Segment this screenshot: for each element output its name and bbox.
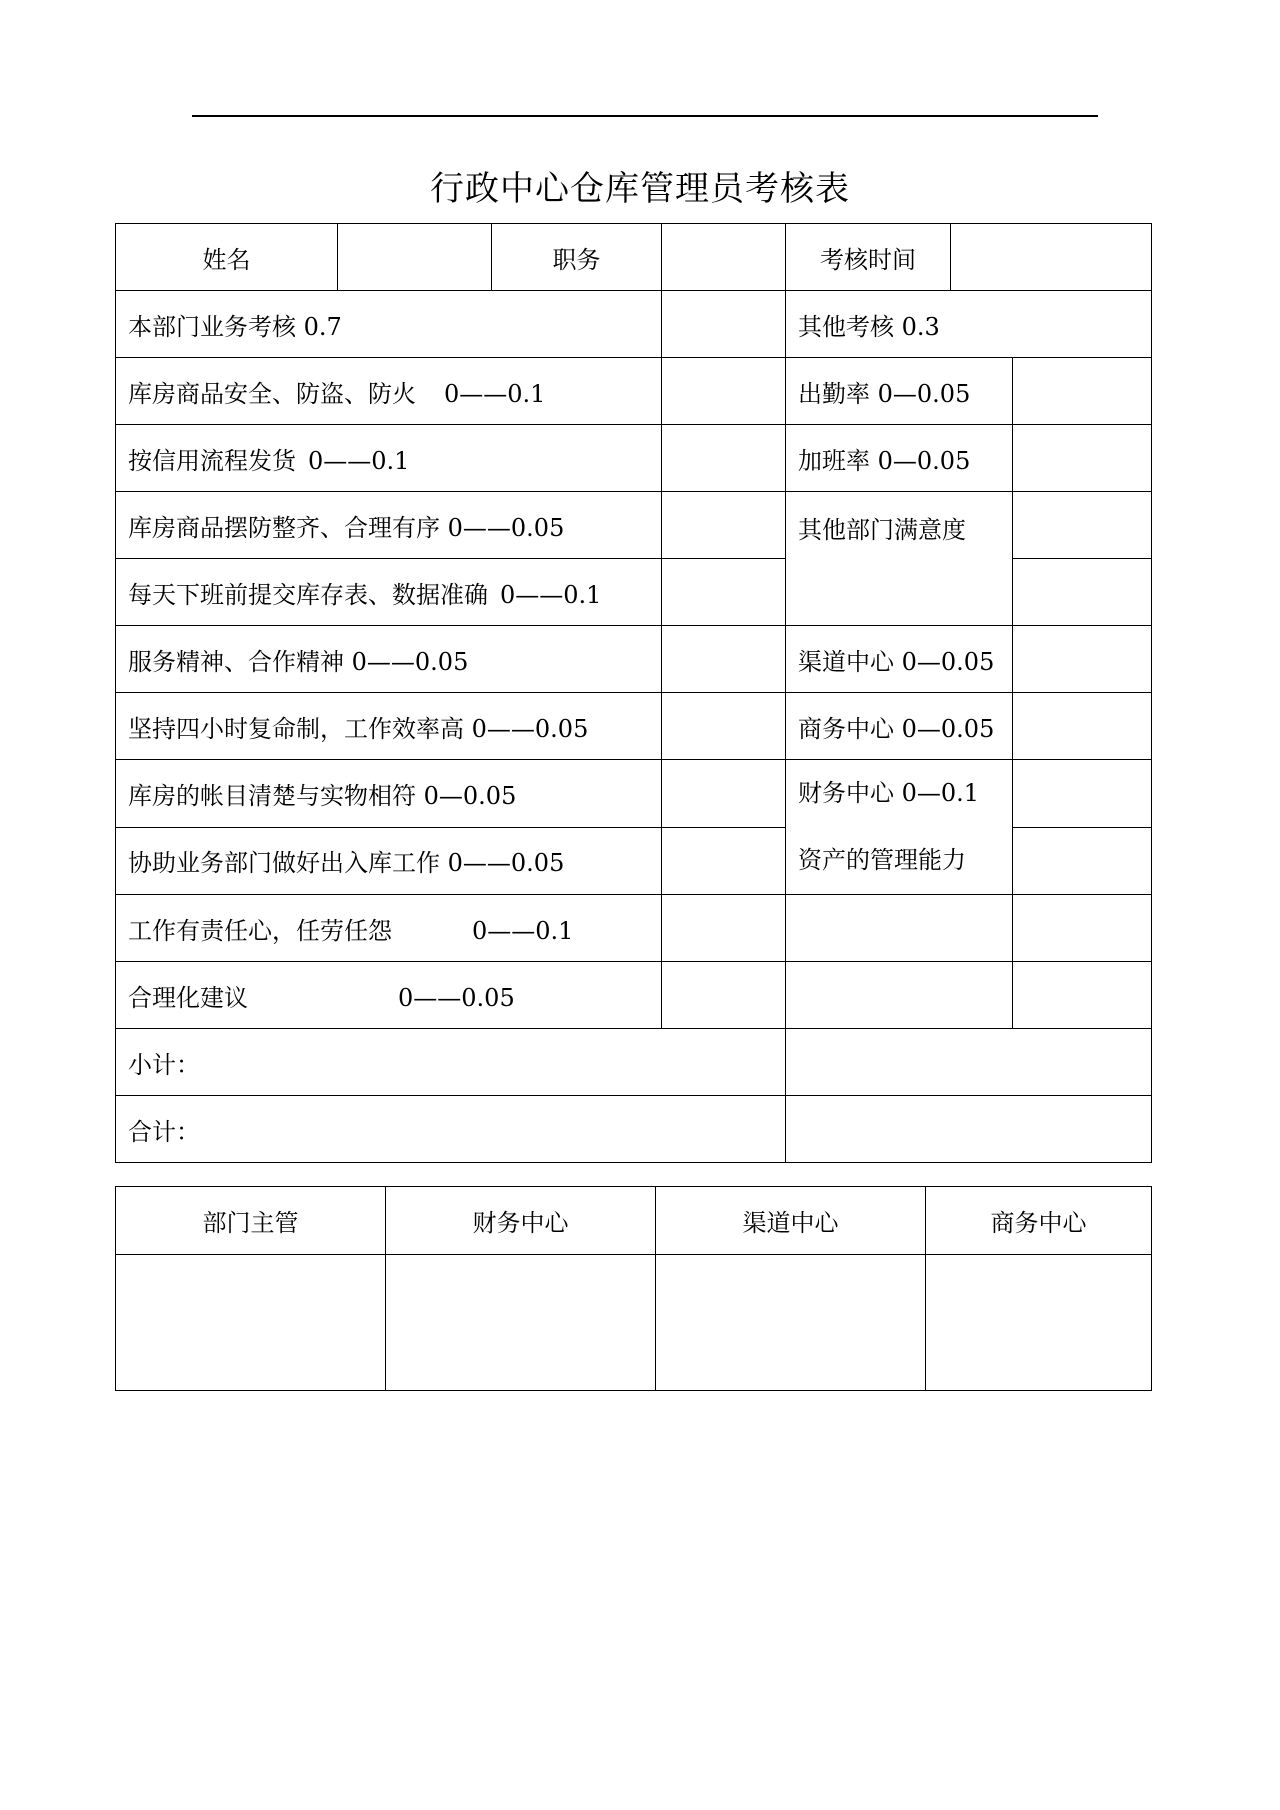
right-item-business: 商务中心 0—0.05 [786, 693, 1013, 760]
left-item: 按信用流程发货 0——0.1 [116, 425, 662, 492]
right-item-attendance: 出勤率 0—0.05 [786, 358, 1013, 425]
signature-field-business[interactable] [926, 1255, 1152, 1391]
score-cell[interactable] [662, 895, 786, 962]
score-cell[interactable] [662, 693, 786, 760]
score-cell[interactable] [662, 962, 786, 1029]
signature-field-channel[interactable] [656, 1255, 926, 1391]
section-row [116, 291, 1152, 358]
total-field[interactable] [786, 1096, 1152, 1163]
score-cell[interactable] [662, 425, 786, 492]
signature-field-finance[interactable] [386, 1255, 656, 1391]
left-item: 协助业务部门做好出入库工作 0——0.05 [116, 827, 662, 895]
table-row [116, 693, 1152, 760]
date-field[interactable] [951, 224, 1152, 291]
left-section-score[interactable] [662, 291, 786, 358]
left-item: 库房商品摆防整齐、合理有序 0——0.05 [116, 492, 662, 559]
table-row [116, 895, 1152, 962]
score-cell[interactable] [662, 492, 786, 559]
empty-cell [786, 962, 1013, 1029]
signature-label-business: 商务中心 [926, 1187, 1152, 1255]
signature-table [115, 1186, 1152, 1391]
position-label: 职务 [492, 224, 662, 291]
score-cell[interactable] [1013, 559, 1152, 626]
score-cell[interactable] [1013, 358, 1152, 425]
signature-header-row [116, 1187, 1152, 1255]
right-item-overtime: 加班率 0—0.05 [786, 425, 1013, 492]
score-cell[interactable] [662, 358, 786, 425]
left-item: 工作有责任心，任劳任怨 0——0.1 [116, 895, 662, 962]
signature-label-channel: 渠道中心 [656, 1187, 926, 1255]
signature-label-dept-head: 部门主管 [116, 1187, 386, 1255]
name-label: 姓名 [116, 224, 338, 291]
empty-cell [786, 895, 1013, 962]
total-row [116, 1096, 1152, 1163]
table-row [116, 492, 1152, 559]
top-rule [192, 115, 1098, 117]
score-cell[interactable] [1013, 425, 1152, 492]
left-item: 坚持四小时复命制，工作效率高 0——0.05 [116, 693, 662, 760]
name-field[interactable] [338, 224, 492, 291]
score-cell[interactable] [1013, 827, 1152, 895]
score-cell[interactable] [662, 559, 786, 626]
finance-text: 财务中心 0—0.1 [798, 779, 980, 807]
left-item: 库房的帐目清楚与实物相符 0—0.05 [116, 760, 662, 828]
score-cell[interactable] [662, 626, 786, 693]
header-row [116, 224, 1152, 291]
left-item: 每天下班前提交库存表、数据准确 0——0.1 [116, 559, 662, 626]
left-item: 服务精神、合作精神 0——0.05 [116, 626, 662, 693]
score-cell[interactable] [1013, 626, 1152, 693]
table-row [116, 626, 1152, 693]
score-cell[interactable] [1013, 760, 1152, 828]
position-field[interactable] [662, 224, 786, 291]
subtotal-field[interactable] [786, 1029, 1152, 1096]
left-section-title: 本部门业务考核 0.7 [116, 291, 662, 358]
total-label: 合计： [116, 1096, 786, 1163]
right-item-channel: 渠道中心 0—0.05 [786, 626, 1013, 693]
table-row [116, 358, 1152, 425]
subtotal-label: 小计： [116, 1029, 786, 1096]
page-title: 行政中心仓库管理员考核表 [430, 169, 850, 209]
score-cell[interactable] [662, 760, 786, 828]
signature-field-dept-head[interactable] [116, 1255, 386, 1391]
assessment-table [115, 223, 1152, 1163]
subtotal-row [116, 1029, 1152, 1096]
table-row [116, 760, 1152, 828]
score-cell[interactable] [1013, 492, 1152, 559]
score-cell[interactable] [1013, 962, 1152, 1029]
right-item-finance [786, 760, 1013, 895]
date-label: 考核时间 [786, 224, 951, 291]
score-cell[interactable] [1013, 693, 1152, 760]
signature-row [116, 1255, 1152, 1391]
asset-text: 资产的管理能力 [798, 846, 966, 874]
left-item: 合理化建议 0——0.05 [116, 962, 662, 1029]
table-row [116, 425, 1152, 492]
right-section-title: 其他考核 0.3 [786, 291, 1152, 358]
table-row [116, 962, 1152, 1029]
score-cell[interactable] [662, 827, 786, 895]
signature-label-finance: 财务中心 [386, 1187, 656, 1255]
left-item: 库房商品安全、防盗、防火 0——0.1 [116, 358, 662, 425]
score-cell[interactable] [1013, 895, 1152, 962]
right-item-satisfaction: 其他部门满意度 [786, 492, 1013, 626]
